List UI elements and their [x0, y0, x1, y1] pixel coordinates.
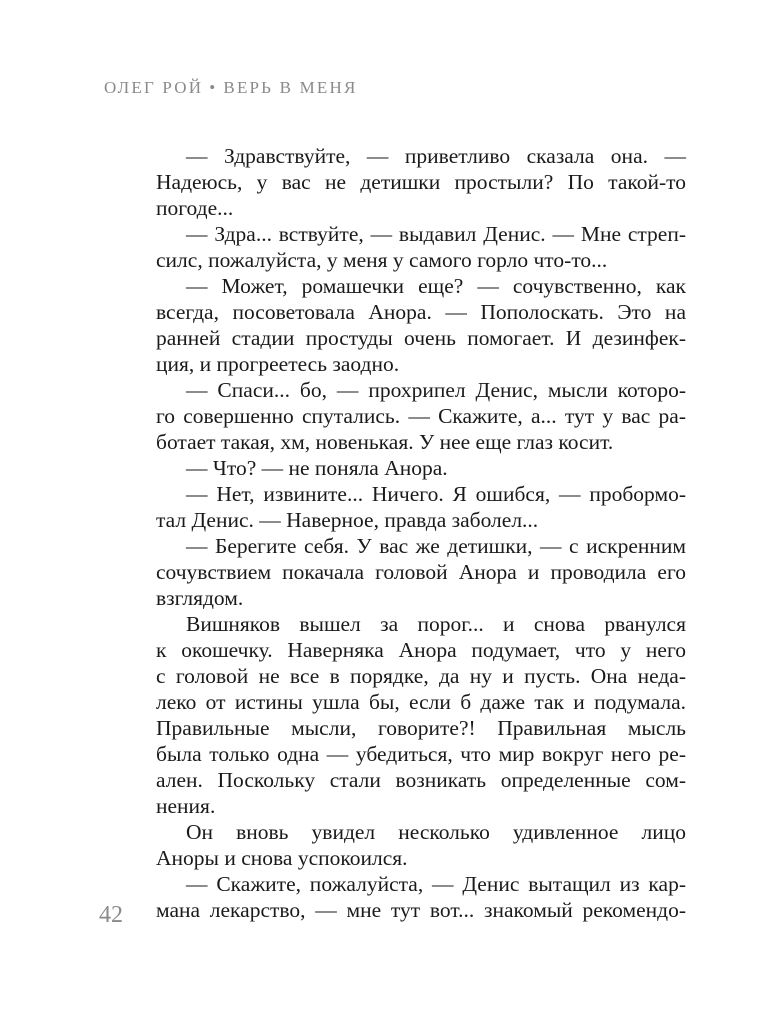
- text-line: ция, и прогреетесь заодно.: [156, 352, 400, 376]
- text-line: к окошечку. Наверняка Анора подумает, что у него: [156, 638, 686, 662]
- text-line: ален. Поскольку стали возникать определенные сом-: [156, 768, 686, 792]
- page-number: 42: [99, 902, 123, 928]
- text-line: была только одна — убедиться, что мир вокруг него ре-: [156, 742, 686, 766]
- text-line: — Берегите себя. У вас же детишки, — с искренним: [186, 534, 686, 558]
- text-line: мана лекарство, — мне тут вот... знакомый рекомендо-: [156, 898, 686, 922]
- text-line: погоде...: [156, 196, 234, 220]
- text-line: — Что? — не поняла Анора.: [186, 456, 448, 480]
- text-line: силс, пожалуйста, у меня у самого горло что-то...: [156, 248, 608, 272]
- text-line: нения.: [156, 794, 216, 818]
- text-line: — Здравствуйте, — приветливо сказала она. —: [186, 144, 686, 168]
- text-line: леко от истины ушла бы, если б даже так и подумала.: [156, 690, 686, 714]
- text-line: — Здра... вствуйте, — выдавил Денис. — Мне стреп-: [186, 222, 686, 246]
- body-text: [156, 143, 686, 923]
- header-title: ВЕРЬ В МЕНЯ: [223, 78, 358, 97]
- text-line: Вишняков вышел за порог... и снова рванулся: [186, 612, 686, 636]
- text-line: сочувствием покачала головой Анора и проводила его: [156, 560, 686, 584]
- running-header: [104, 78, 358, 98]
- text-line: — Нет, извините... Ничего. Я ошибся, — пробормо-: [186, 482, 686, 506]
- text-line: го совершенно спутались. — Скажите, а... тут у вас ра-: [156, 404, 686, 428]
- text-line: Надеюсь, у вас не детишки простыли? По такой-то: [156, 170, 686, 194]
- text-line: Аноры и снова успокоился.: [156, 846, 408, 870]
- text-line: — Скажите, пожалуйста, — Денис вытащил из кар-: [186, 872, 686, 896]
- text-line: — Может, ромашечки еще? — сочувственно, как: [186, 274, 686, 298]
- text-line: Он вновь увидел несколько удивленное лицо: [186, 820, 686, 844]
- text-line: тал Денис. — Наверное, правда заболел...: [156, 508, 539, 532]
- text-line: ранней стадии простуды очень помогает. И дезинфек-: [156, 326, 686, 350]
- header-author: ОЛЕГ РОЙ: [104, 78, 204, 97]
- text-line: Правильные мысли, говорите?! Правильная мысль: [156, 716, 686, 740]
- text-line: — Спаси... бо, — прохрипел Денис, мысли которо-: [186, 378, 686, 402]
- text-line: взглядом.: [156, 586, 244, 610]
- text-line: всегда, посоветовала Анора. — Пополоскать. Это на: [156, 300, 686, 324]
- text-line: ботает такая, хм, новенькая. У нее еще глаз косит.: [156, 430, 614, 454]
- header-separator: •: [209, 78, 218, 97]
- text-line: с головой не все в порядке, да ну и пусть. Она неда-: [156, 664, 686, 688]
